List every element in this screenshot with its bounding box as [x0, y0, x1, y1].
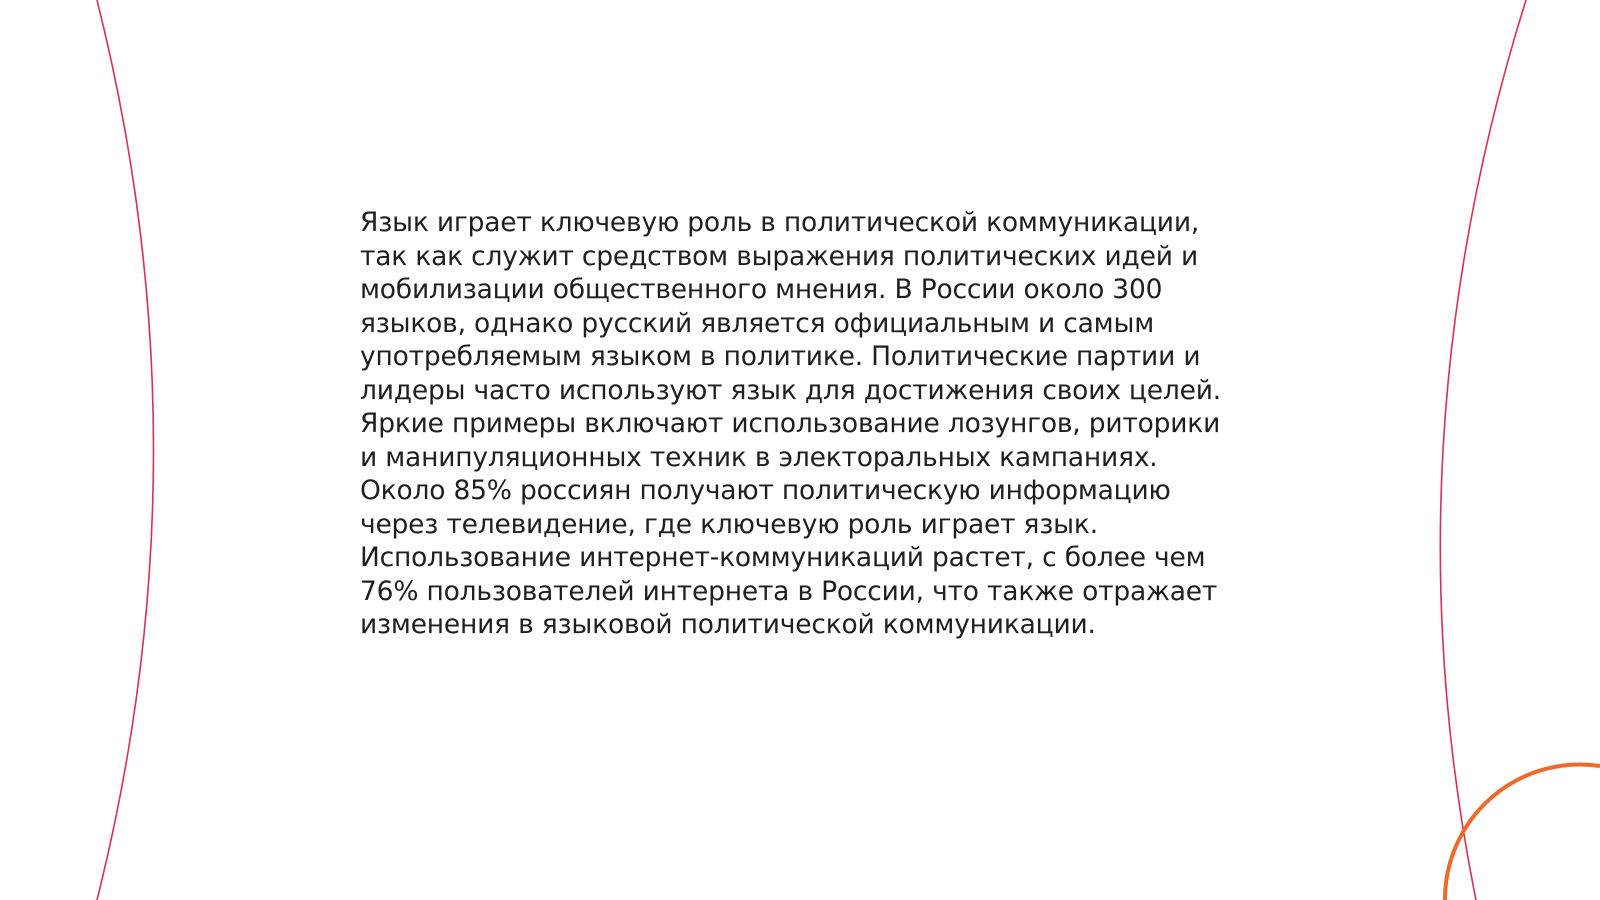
- text-line: употребляемым языком в политике. Политические партии и: [360, 341, 1201, 372]
- text-line: Использование интернет-коммуникаций растет, с более чем: [360, 542, 1206, 573]
- text-line: мобилизации общественного мнения. В России около 300: [360, 274, 1163, 305]
- text-line: и манипуляционных техник в электоральных кампаниях.: [360, 441, 1158, 473]
- text-line: через телевидение, где ключевую роль играет язык.: [360, 508, 1098, 540]
- text-line: Яркие примеры включают использование лозунгов, риторики: [360, 408, 1221, 439]
- left-curve-line: [97, 0, 154, 900]
- orange-arc: [1445, 765, 1600, 900]
- text-line: так как служит средством выражения политических идей и: [360, 240, 1199, 272]
- slide-body-text: [360, 206, 1240, 642]
- text-line: 76% пользователей интернета в России, что также отражает: [360, 575, 1218, 607]
- text-line: Около 85% россиян получают политическую информацию: [360, 475, 1171, 506]
- right-curve-line: [1440, 0, 1526, 900]
- text-line: изменения в языковой политической коммуникации.: [360, 609, 1096, 640]
- text-line: Язык играет ключевую роль в политической коммуникации,: [360, 207, 1200, 238]
- text-line: лидеры часто используют язык для достижения своих целей.: [360, 374, 1221, 406]
- text-line: языков, однако русский является официальным и самым: [360, 307, 1154, 339]
